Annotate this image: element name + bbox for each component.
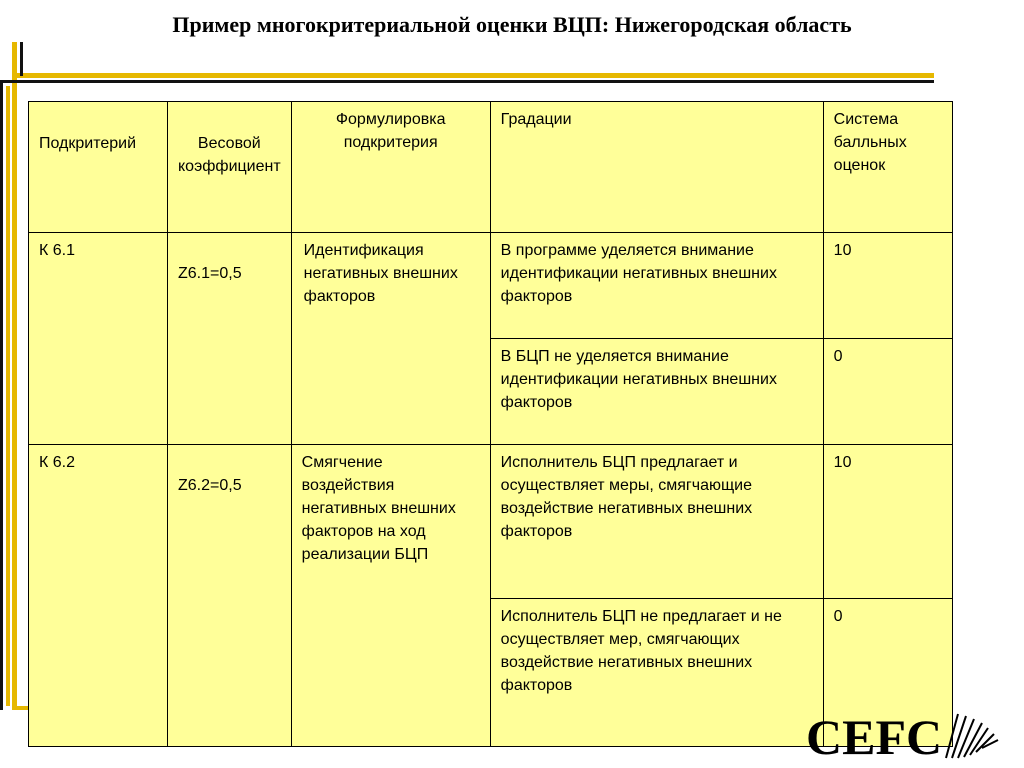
frame-line (0, 80, 3, 710)
striped-triangle-icon (944, 710, 1000, 767)
gradation-text: В программе уделяется внимание идентификации негативных внешних факторов (490, 233, 823, 339)
header-score-system: Система балльных оценок (823, 102, 952, 233)
score-value: 10 (823, 233, 952, 339)
table-row (29, 445, 953, 599)
logo-text: CEFC (806, 709, 943, 765)
frame-line (6, 86, 10, 706)
table-header-row (29, 102, 953, 233)
weight-value: Z6.2=0,5 (168, 445, 292, 747)
page-title: Пример многокритериальной оценки ВЦП: Нижегородская область (172, 12, 852, 37)
score-value: 0 (823, 339, 952, 445)
frame-line (20, 42, 23, 76)
score-value: 10 (823, 445, 952, 599)
score-value: 0 (823, 599, 952, 747)
criteria-table-wrapper (28, 101, 953, 747)
weight-value: Z6.1=0,5 (168, 233, 292, 445)
gradation-text: В БЦП не уделяется внимание идентификации негативных внешних факторов (490, 339, 823, 445)
header-gradations: Градации (490, 102, 823, 233)
header-subcriterion: Подкритерий (29, 102, 168, 233)
criteria-table (28, 101, 953, 747)
gradation-text: Исполнитель БЦП предлагает и осуществляет меры, смягчающие воздействие негативных внешних факторов (490, 445, 823, 599)
header-formulation: Формулировка подкритерия (291, 102, 490, 233)
gradation-text: Исполнитель БЦП не предлагает и не осуществляет мер, смягчающих воздействие негативных внешних факторов (490, 599, 823, 747)
frame-line (12, 42, 17, 710)
header-weight: Весовой коэффициент (168, 102, 292, 233)
subcriterion-id: К 6.1 (29, 233, 168, 445)
frame-line (12, 73, 934, 78)
formulation-text: Идентификация негативных внешних факторов (291, 233, 490, 445)
subcriterion-id: К 6.2 (29, 445, 168, 747)
cefc-logo (806, 708, 1006, 766)
frame-line (0, 80, 934, 83)
table-row (29, 233, 953, 339)
formulation-text: Смягчение воздействия негативных внешних факторов на ход реализации БЦП (291, 445, 490, 747)
